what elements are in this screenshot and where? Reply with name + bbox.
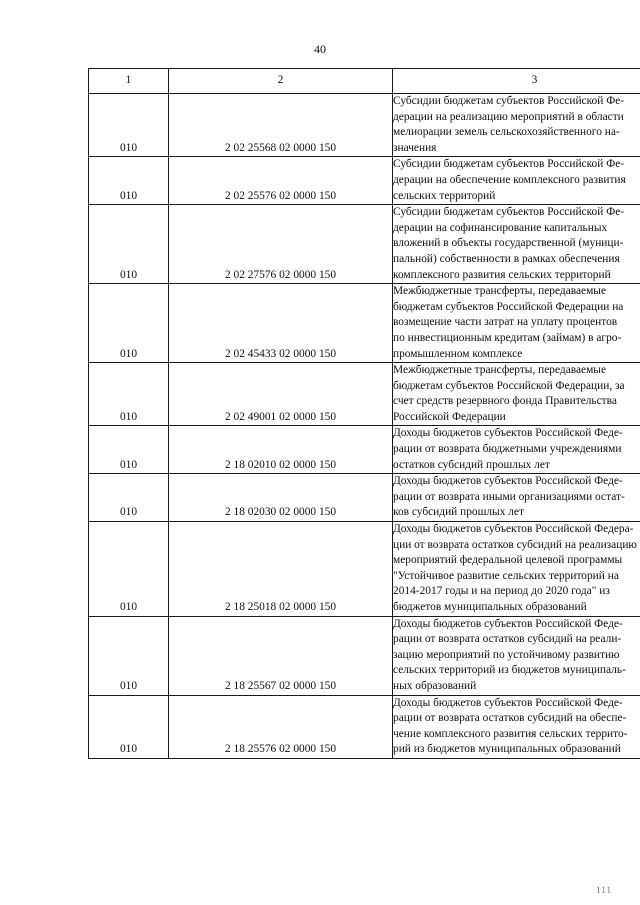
table-row xyxy=(89,284,640,363)
table-row xyxy=(89,522,640,617)
table-row xyxy=(89,695,640,758)
description-line: вложений в объекты государственной (муници- xyxy=(393,237,624,250)
table-body xyxy=(89,94,640,759)
table-row xyxy=(89,474,640,522)
admin-code-cell: 010 xyxy=(89,94,169,157)
description-line: возмещение части затрат на уплату процентов xyxy=(393,316,618,329)
description-line: сельских территорий из бюджетов муниципаль- xyxy=(393,664,626,677)
description-line: зацию мероприятий по устойчивому развитию xyxy=(393,648,620,661)
admin-code-cell: 010 xyxy=(89,157,169,205)
table-header-row xyxy=(89,69,640,94)
description-line: рации от возврата иными организациями остат- xyxy=(393,490,625,503)
description-line: 2014-2017 годы и на период до 2020 года" из xyxy=(393,585,610,598)
description-cell xyxy=(393,94,640,157)
table-row xyxy=(89,426,640,474)
description-line: ции от возврата остатков субсидий на реализацию xyxy=(393,538,637,551)
admin-code-cell: 010 xyxy=(89,695,169,758)
description-line: ков субсидий прошлых лет xyxy=(393,506,524,519)
table-row xyxy=(89,205,640,284)
description-cell xyxy=(393,157,640,205)
corner-mark: 111 xyxy=(596,885,612,895)
description-line: значения xyxy=(393,141,437,154)
description-line: рий из бюджетов муниципальных образований xyxy=(393,743,621,756)
description-cell xyxy=(393,695,640,758)
description-cell xyxy=(393,426,640,474)
budget-code-cell: 2 02 25568 02 0000 150 xyxy=(169,94,393,157)
budget-code-cell: 2 02 49001 02 0000 150 xyxy=(169,363,393,426)
description-line: остатков субсидий прошлых лет xyxy=(393,458,550,471)
description-line: дерации на реализацию мероприятий в области xyxy=(393,110,624,123)
description-cell xyxy=(393,474,640,522)
description-line: мероприятий федеральной целевой программы xyxy=(393,554,623,567)
description-line: рации от возврата остатков субсидий на реали- xyxy=(393,633,622,646)
admin-code-cell: 010 xyxy=(89,426,169,474)
description-line: бюджетам субъектов Российской Федерации, за xyxy=(393,379,625,392)
description-cell xyxy=(393,522,640,617)
description-line: бюджетам субъектов Российской Федерации на xyxy=(393,300,624,313)
budget-code-cell: 2 02 27576 02 0000 150 xyxy=(169,205,393,284)
admin-code-cell: 010 xyxy=(89,284,169,363)
column-header-3: 3 xyxy=(393,69,640,94)
description-line: Доходы бюджетов субъектов Российской Федера- xyxy=(393,523,634,536)
budget-classification-table xyxy=(88,68,640,759)
description-line: мелиорации земель сельскохозяйственного на- xyxy=(393,126,620,139)
description-line: Российской Федерации xyxy=(393,410,506,423)
description-line: Межбюджетные трансферты, передаваемые xyxy=(393,285,607,298)
description-line: Доходы бюджетов субъектов Российской Феде- xyxy=(393,427,623,440)
description-line: чение комплексного развития сельских террито- xyxy=(393,727,628,740)
description-line: рации от возврата остатков субсидий на обеспе- xyxy=(393,712,627,725)
column-header-2: 2 xyxy=(169,69,393,94)
description-line: ных образований xyxy=(393,679,477,692)
description-line: Субсидии бюджетам субъектов Российской Фе- xyxy=(393,206,625,219)
admin-code-cell: 010 xyxy=(89,616,169,695)
description-line: дерации на обеспечение комплексного развития xyxy=(393,173,626,186)
budget-code-cell: 2 18 25018 02 0000 150 xyxy=(169,522,393,617)
description-line: сельских территорий xyxy=(393,189,496,202)
description-line: рации от возврата бюджетными учреждениями xyxy=(393,443,622,456)
description-line: бюджетов муниципальных образований xyxy=(393,601,587,613)
column-header-1: 1 xyxy=(89,69,169,94)
description-line: промышленном комплексе xyxy=(393,347,523,360)
table-row xyxy=(89,363,640,426)
table-row xyxy=(89,94,640,157)
description-line: "Устойчивое развитие сельских территорий на xyxy=(393,569,619,582)
admin-code-cell: 010 xyxy=(89,474,169,522)
table-row xyxy=(89,616,640,695)
table-row xyxy=(89,157,640,205)
page-number: 40 xyxy=(314,42,326,56)
description-line: Доходы бюджетов субъектов Российской Феде- xyxy=(393,696,623,709)
description-line: Доходы бюджетов субъектов Российской Феде- xyxy=(393,475,623,488)
description-cell xyxy=(393,284,640,363)
budget-code-cell: 2 18 25567 02 0000 150 xyxy=(169,616,393,695)
description-cell xyxy=(393,363,640,426)
description-line: счет средств резервного фонда Правительства xyxy=(393,395,617,408)
description-cell xyxy=(393,616,640,695)
budget-code-cell: 2 02 45433 02 0000 150 xyxy=(169,284,393,363)
description-line: Межбюджетные трансферты, передаваемые xyxy=(393,364,607,377)
budget-code-cell: 2 18 02030 02 0000 150 xyxy=(169,474,393,522)
budget-code-cell: 2 18 02010 02 0000 150 xyxy=(169,426,393,474)
admin-code-cell: 010 xyxy=(89,522,169,617)
description-line: комплексного развития сельских территорий xyxy=(393,268,611,281)
description-line: дерации на софинансирование капитальных xyxy=(393,221,608,234)
admin-code-cell: 010 xyxy=(89,205,169,284)
budget-code-cell: 2 02 25576 02 0000 150 xyxy=(169,157,393,205)
description-cell xyxy=(393,205,640,284)
description-line: Доходы бюджетов субъектов Российской Феде- xyxy=(393,617,623,630)
admin-code-cell: 010 xyxy=(89,363,169,426)
description-line: пальной) собственности в рамках обеспечения xyxy=(393,252,620,265)
description-line: Субсидии бюджетам субъектов Российской Фе- xyxy=(393,158,625,171)
budget-code-cell: 2 18 25576 02 0000 150 xyxy=(169,695,393,758)
description-line: Субсидии бюджетам субъектов Российской Фе- xyxy=(393,95,625,107)
description-line: по инвестиционным кредитам (займам) в агро- xyxy=(393,331,622,344)
